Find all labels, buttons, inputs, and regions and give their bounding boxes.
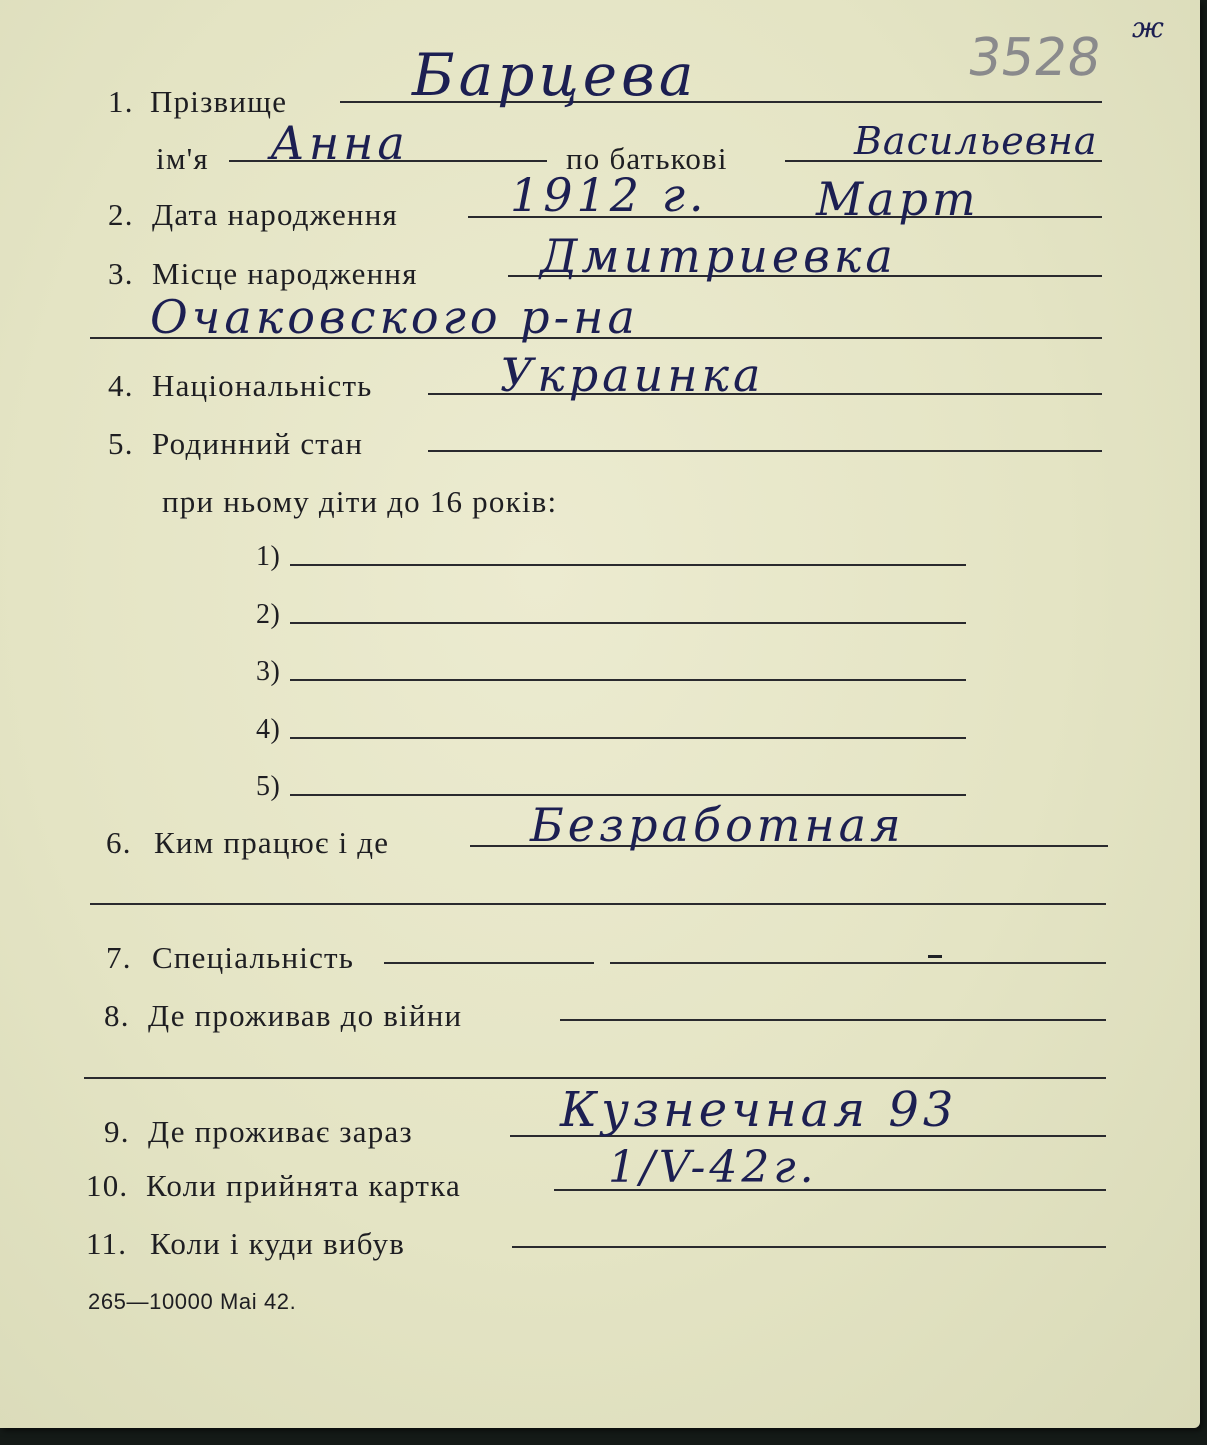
field-8-label: Де проживав до війни xyxy=(148,998,463,1033)
child-slot-5: 5) xyxy=(256,771,281,802)
field-10-label: Коли прийнята картка xyxy=(146,1168,461,1203)
field-2-label: Дата народження xyxy=(152,197,398,232)
field-2-value-year: 1912 г. xyxy=(510,168,708,222)
field-7-label: Спеціальність xyxy=(152,940,355,975)
child-slot-2: 2) xyxy=(256,599,281,630)
field-11-line xyxy=(512,1246,1106,1248)
field-5-label: Родинний стан xyxy=(152,426,364,461)
field-3-value-line2: Очаковского р-на xyxy=(150,290,639,344)
field-10-value-text: 1/V-42г. xyxy=(608,1142,818,1193)
field-1-number: 1. xyxy=(108,84,134,119)
field-9-value: Кузнечная 93 xyxy=(560,1082,958,1138)
field-1-value: Барцева xyxy=(412,41,698,109)
child-line-1 xyxy=(290,564,966,566)
field-5-line xyxy=(428,450,1102,452)
field-2-value-month: Март xyxy=(816,172,980,226)
field-9-label: Де проживає зараз xyxy=(148,1114,413,1149)
child-slot-3: 3) xyxy=(256,656,281,687)
child-line-4 xyxy=(290,737,966,739)
field-4-number: 4. xyxy=(108,368,134,403)
field-3-value: Дмитриевка xyxy=(540,229,897,283)
field-8-line-2 xyxy=(84,1077,1106,1079)
field-9-number: 9. xyxy=(104,1114,130,1149)
field-11-label: Коли і куди вибув xyxy=(150,1226,406,1261)
field-5-number: 5. xyxy=(108,426,134,461)
field-3-number: 3. xyxy=(108,256,134,291)
field-6-label: Ким працює і де xyxy=(154,825,390,860)
field-6-line-2 xyxy=(90,903,1106,905)
child-slot-4: 4) xyxy=(256,714,281,745)
field-7-line-b xyxy=(610,962,1106,964)
field-3-label: Місце народження xyxy=(152,256,418,291)
child-line-2 xyxy=(290,622,966,624)
footer-print-code: 265—10000 Mai 42. xyxy=(88,1289,297,1314)
field-10-number: 10. xyxy=(86,1168,129,1203)
field-7-dash-mark xyxy=(928,955,942,958)
field-7-number: 7. xyxy=(106,940,132,975)
field-1b-value: Анна xyxy=(270,116,409,170)
field-11-number: 11. xyxy=(86,1226,128,1261)
archive-number: 3528 xyxy=(963,28,1105,88)
child-line-5 xyxy=(290,794,966,796)
children-label: при ньому діти до 16 років: xyxy=(162,484,558,519)
field-4-label: Національність xyxy=(152,368,373,403)
field-1-label: Прізвище xyxy=(150,84,288,119)
field-8-line xyxy=(560,1019,1106,1021)
field-2-number: 2. xyxy=(108,197,134,232)
field-6-number: 6. xyxy=(106,825,132,860)
child-line-3 xyxy=(290,679,966,681)
field-1c-value: Васильевна xyxy=(854,119,1098,163)
field-8-number: 8. xyxy=(104,998,130,1033)
field-6-value: Безработная xyxy=(530,798,905,852)
child-slot-1: 1) xyxy=(256,541,281,572)
field-1b-label: ім'я xyxy=(156,141,209,176)
field-4-value: Украинка xyxy=(500,348,765,402)
field-7-line-a xyxy=(384,962,594,964)
field-1c-label: по батькові xyxy=(566,141,728,176)
archive-mark: ж xyxy=(1132,11,1168,44)
